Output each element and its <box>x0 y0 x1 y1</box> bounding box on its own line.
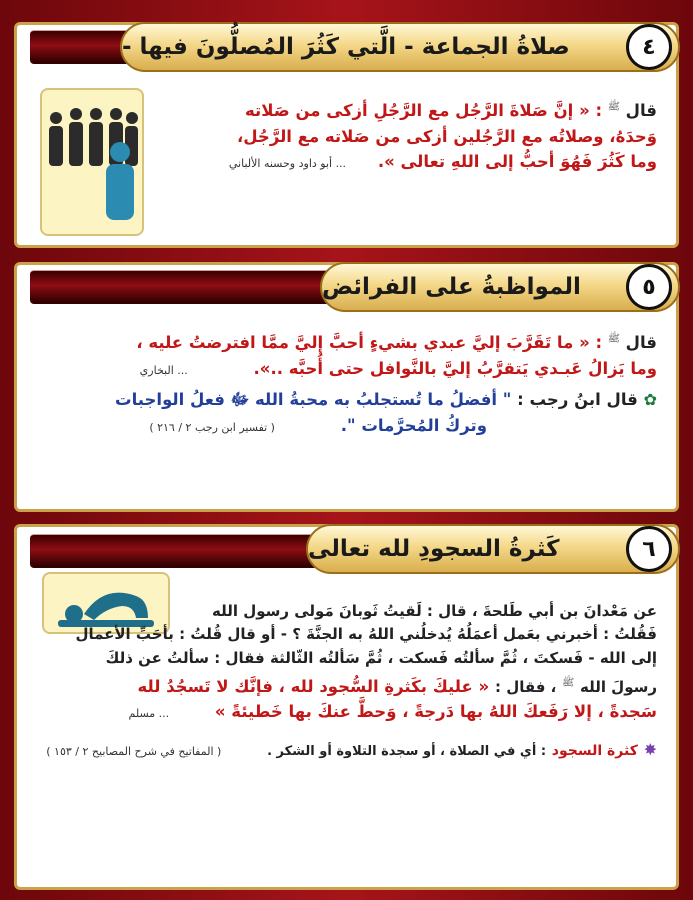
quote-line: وتركُ المُحرَّمات ". <box>340 415 487 435</box>
note-source: ( المفاتيح في شرح المصابيح ٢ / ١٥٣ ) <box>46 744 222 758</box>
hadith-line: وَحدَهُ، وصلاتُه مع الرَّجُلين أزكى من صَلاته مع الرَّجُل، <box>236 126 657 146</box>
narration-line: ، فقال : <box>494 677 557 696</box>
section-5-number: ٥ <box>626 264 672 310</box>
quote-prefix: قال ابنُ رجب : <box>517 390 638 410</box>
hadith-line: « عليكَ بكَثرةِ السُّجود لله ، فإنَّك لا تَسجُدُ لله <box>137 676 490 696</box>
section-6-banner <box>306 524 680 574</box>
flower-bullet-icon: ✸ <box>643 739 657 759</box>
pbuh-glyph: ﷺ <box>607 333 620 345</box>
narration-line: عن مَعْدانَ بن أبي طَلحةَ ، قال : لَقيتُ ثَوبانَ مَولى رسول الله <box>211 602 657 620</box>
section-4-title: صلاةُ الجماعة - الَّتي كَثُرَ المُصلُّونَ فيها - <box>122 34 570 60</box>
hadith-source: ... البخاري <box>139 363 188 377</box>
quote-source: ( تفسير ابن رجب ٢ / ٢١٦ ) <box>149 420 275 434</box>
section-5-title: المواظبةُ على الفرائض <box>322 274 581 300</box>
section-4-text <box>157 98 657 175</box>
section-4-number: ٤ <box>626 24 672 70</box>
hadith-source: ... أبو داود وحسنه الألباني <box>228 157 347 171</box>
section-5-text <box>27 330 657 438</box>
hadith-line: : « ما تَقَرَّبَ إليَّ عبدي بشيءٍ أحبَّ إليَّ ممَّا افترضتُ عليه ، <box>136 333 603 352</box>
section-4-banner <box>120 22 680 72</box>
narration-line: فَقُلتُ : أخبرني بعَمل أعمَلُهُ يُدخلُني اللهُ به الجنَّةَ ؟ - أو قال قُلتُ : بأحَبِّ الأعمال <box>75 625 657 644</box>
narration-line: إلى الله - فَسكتَ ، ثُمَّ سألتُه فَسكت ، ثُمَّ سَألتُه الثّالثة فقال : سألتُ عن ذلكَ <box>105 648 657 667</box>
section-6-number: ٦ <box>626 526 672 572</box>
note-term: كثرة السجود <box>551 742 638 759</box>
said-label: قال <box>625 101 657 120</box>
narration-line: رسولَ الله <box>579 677 657 696</box>
pbuh-glyph: ﷺ <box>562 677 575 689</box>
section-6-text <box>17 600 657 763</box>
section-6-title: كَثرةُ السجودِ لله تعالى <box>308 536 560 562</box>
quote-line: " أفضلُ ما تُستجلبُ به محبةُ الله ﷻ فعلُ الواجبات <box>115 390 512 410</box>
hadith-line: وما كَثُرَ فَهُوَ أحبُّ إلى اللهِ تعالى ». <box>377 152 657 172</box>
hadith-line: : « إنَّ صَلاةَ الرَّجُل مع الرَّجُلِ أزكى من صَلاته <box>245 101 603 120</box>
hadith-line: وما يَزالُ عَبـدي يَتقرَّبُ إليَّ بالنَّوافل حتى أُحبَّه ..». <box>253 358 657 378</box>
flower-bullet-icon: ✿ <box>643 390 657 410</box>
section-5-title-bar <box>30 270 360 304</box>
hadith-source: ... مسلم <box>128 707 170 721</box>
said-label: قال <box>625 333 657 352</box>
note-text: : أي في الصلاة ، أو سجدة التلاوة أو الشكر . <box>267 743 547 759</box>
hadith-line: سَجدةً ، إلا رَفَعكَ اللهُ بها دَرجةً ، وَحطَّ عنكَ بها خَطيئةً » <box>214 702 657 722</box>
section-6-title-bar <box>30 534 330 568</box>
congregation-icon <box>40 88 144 236</box>
pbuh-glyph: ﷺ <box>607 101 620 113</box>
